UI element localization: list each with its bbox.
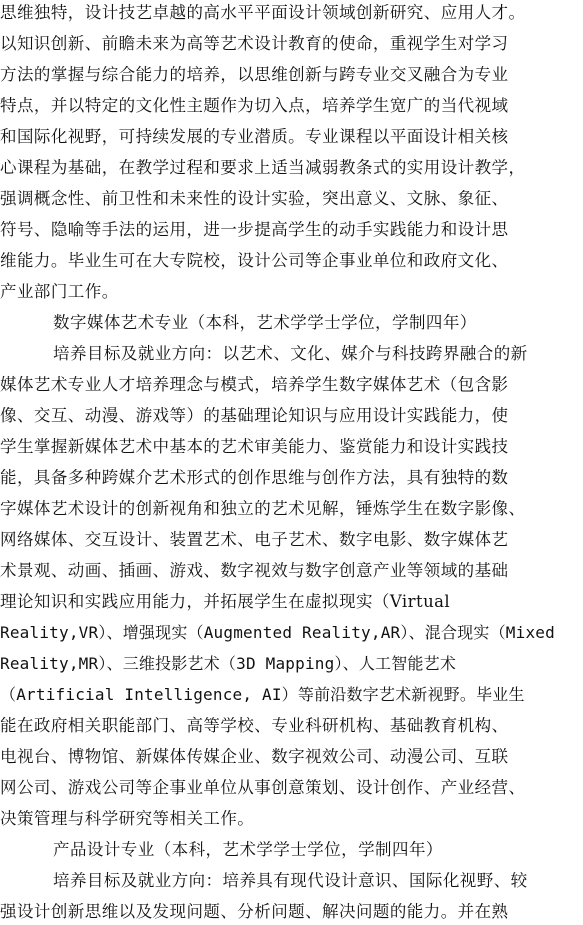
paragraph-line: 以知识创新、前瞻未来为高等艺术设计教育的使命，重视学生对学习 <box>0 34 509 53</box>
paragraph-line: 能在政府相关职能部门、高等学校、专业科研机构、基础教育机构、 <box>0 716 509 735</box>
paragraph-line: 学生掌握新媒体艺术中基本的艺术审美能力、鉴赏能力和设计实践技 <box>0 437 509 456</box>
paragraph-line: 培养目标及就业方向：以艺术、文化、媒介与科技跨界融合的新 <box>53 344 528 363</box>
paragraph-line: 产业部门工作。 <box>0 282 119 301</box>
paragraph-line: （Artificial Intelligence, AI）等前沿数字艺术新视野。毕业生 <box>0 685 525 704</box>
paragraph-line: 思维独特，设计技艺卓越的高水平平面设计领域创新研究、应用人才。 <box>0 3 526 22</box>
paragraph-line: 强调概念性、前卫性和未来性的设计实验，突出意义、文脉、象征、 <box>0 189 509 208</box>
paragraph-line: 像、交互、动漫、游戏等）的基础理论知识与应用设计实践能力，使 <box>0 406 509 425</box>
paragraph-line: 网络媒体、交互设计、装置艺术、电子艺术、数字电影、数字媒体艺 <box>0 530 509 549</box>
paragraph-line: 字媒体艺术设计的创新视角和独立的艺术见解，锤炼学生在数字影像、 <box>0 499 526 518</box>
paragraph-line: Reality,MR）、三维投影艺术（3D Mapping）、人工智能艺术 <box>0 654 457 673</box>
paragraph-line: 符号、隐喻等手法的运用，进一步提高学生的动手实践能力和设计思 <box>0 220 509 239</box>
paragraph-line: 网公司、游戏公司等企事业单位从事创意策划、设计创作、产业经营、 <box>0 778 526 797</box>
paragraph-line: 决策管理与科学研究等相关工作。 <box>0 809 255 828</box>
paragraph-line: 强设计创新思维以及发现问题、分析问题、解决问题的能力。并在熟 <box>0 902 509 921</box>
section-label: 培养目标及就业方向： <box>53 344 223 363</box>
section-subtitle: （本科，艺术学学士学位，学制四年） <box>188 313 477 332</box>
paragraph-line: 心课程为基础，在教学过程和要求上适当减弱教条式的实用设计教学， <box>0 158 526 177</box>
paragraph-line: 培养目标及就业方向：培养具有现代设计意识、国际化视野、较 <box>53 871 528 890</box>
section-heading-product-design <box>53 840 443 860</box>
paragraph-line: 理论知识和实践应用能力，并拓展学生在虚拟现实（Virtual <box>0 592 451 611</box>
paragraph-line: 方法的掌握与综合能力的培养，以思维创新与跨专业交叉融合为专业 <box>0 65 509 84</box>
paragraph-line: 特点，并以特定的文化性主题作为切入点，培养学生宽广的当代视域 <box>0 96 509 115</box>
paragraph-line: 维能力。毕业生可在大专院校，设计公司等企事业单位和政府文化、 <box>0 251 509 270</box>
paragraph-line: 能，具备多种跨媒介艺术形式的创作思维与创作方法，具有独特的数 <box>0 468 509 487</box>
paragraph-line: 术景观、动画、插画、游戏、数字视效与数字创意产业等领域的基础 <box>0 561 509 580</box>
paragraph-line: Reality,VR）、增强现实（Augmented Reality,AR）、混合现实（Mixed <box>0 623 555 642</box>
section-title: 产品设计专业 <box>53 840 155 859</box>
paragraph-line: 电视台、博物馆、新媒体传媒企业、数字视效公司、动漫公司、互联 <box>0 747 509 766</box>
paragraph-line: 媒体艺术专业人才培养理念与模式，培养学生数字媒体艺术（包含影 <box>0 375 509 394</box>
section-heading-digital-media <box>53 313 477 333</box>
section-label: 培养目标及就业方向： <box>53 871 223 890</box>
section-title: 数字媒体艺术专业 <box>53 313 189 332</box>
section-subtitle: （本科，艺术学学士学位，学制四年） <box>154 840 443 859</box>
paragraph-line: 和国际化视野，可持续发展的专业潜质。专业课程以平面设计相关核 <box>0 127 509 146</box>
